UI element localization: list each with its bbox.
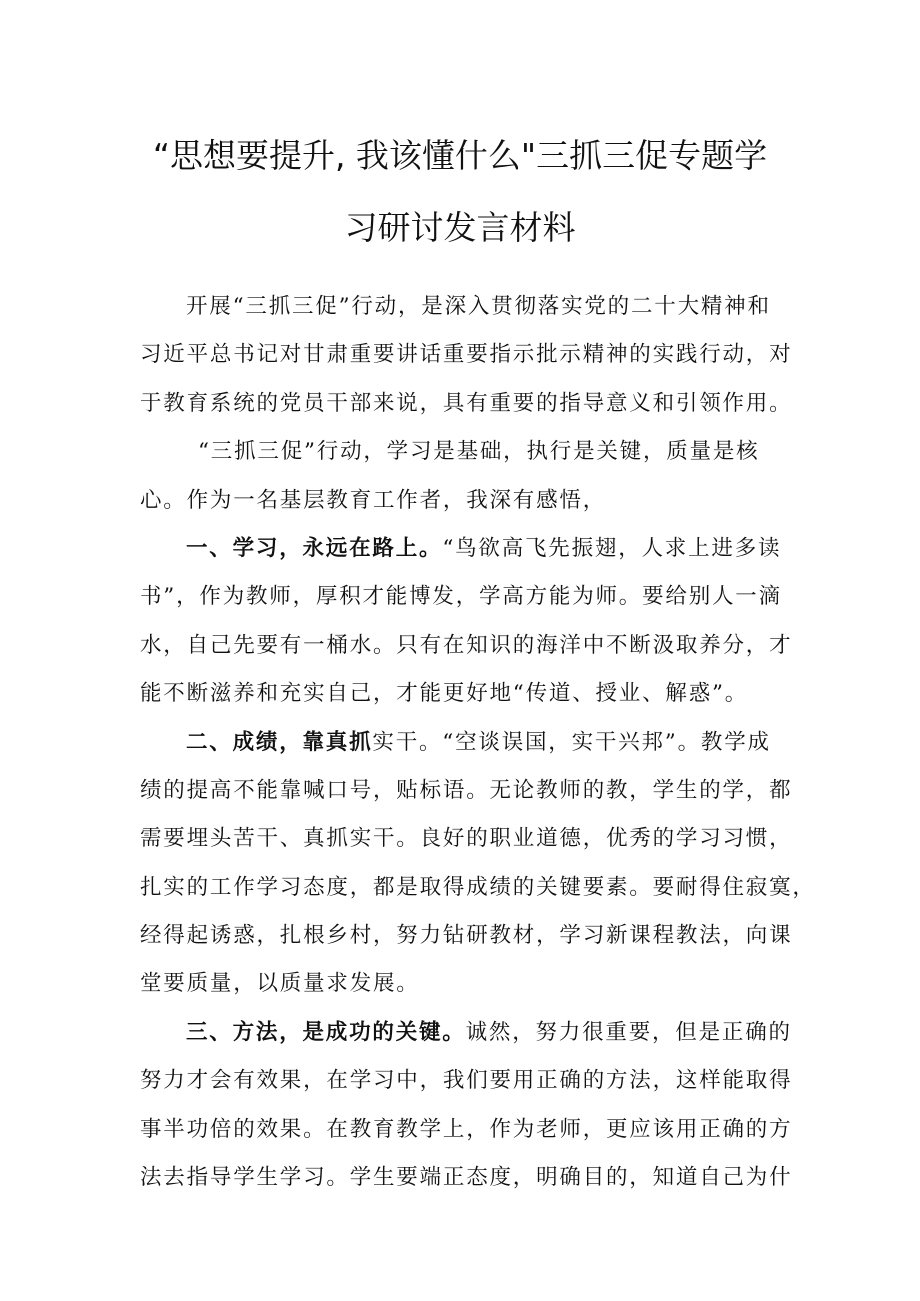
- document-title-line-2: 习研讨发言材料: [344, 208, 576, 247]
- paragraph-first-line: [140, 1009, 800, 1057]
- paragraph-line-rest: “鸟欲高飞先振翅，人求上进多读: [442, 535, 782, 561]
- point-heading: 一、学习，永远在路上。: [186, 535, 443, 561]
- point-heading: 三、方法，是成功的关键。: [186, 1019, 466, 1045]
- paragraph-line-rest: 诚然，努力很重要，但是正确的: [465, 1019, 792, 1045]
- paragraph-point-3: [140, 1009, 800, 1203]
- paragraph-line: 需要埋头苦干、真抓实干。良好的职业道德，优秀的学习习惯，: [140, 826, 793, 852]
- paragraph-line: 事半功倍的效果。在教育教学上，作为老师，更应该用正确的方: [140, 1116, 793, 1142]
- paragraph-line: 于教育系统的党员干部来说，具有重要的指导意义和引领作用。: [140, 390, 793, 416]
- paragraph-first-line: [140, 525, 800, 573]
- document-body: [140, 283, 816, 1202]
- paragraph-line: 堂要质量，以质量求发展。: [140, 971, 420, 997]
- paragraph-summary: [140, 428, 800, 525]
- paragraph-line: 法去指导学生学习。学生要端正态度，明确目的，知道自己为什: [140, 1165, 793, 1191]
- paragraph-line: 扎实的工作学习态度，都是取得成绩的关键要素。要耐得住寂寞，: [140, 874, 816, 900]
- point-heading: 二、成绩，靠真抓: [186, 729, 373, 755]
- paragraph-intro: [140, 283, 800, 428]
- paragraph-line: 能不断滋养和充实自己，才能更好地“传道、授业、解惑”。: [140, 681, 749, 707]
- paragraph-line: 心。作为一名基层教育工作者，我深有感悟，: [140, 487, 607, 513]
- paragraph-line: 书”，作为教师，厚积才能博发，学高方能为师。要给别人一滴: [140, 584, 782, 610]
- paragraph-line: 绩的提高不能靠喊口号，贴标语。无论教师的教，学生的学，都: [140, 777, 793, 803]
- paragraph-line-rest: 实干。“空谈误国，实干兴邦”。教学成: [372, 729, 771, 755]
- paragraph-first-line: [140, 719, 800, 767]
- paragraph-line: 水，自己先要有一桶水。只有在知识的海洋中不断汲取养分，才: [140, 632, 793, 658]
- paragraph-line: 经得起诱惑，扎根乡村，努力钻研教材，学习新课程教法，向课: [140, 923, 793, 949]
- paragraph-point-1: [140, 525, 800, 719]
- paragraph-line: “三抓三促”行动，学习是基础，执行是关键，质量是核: [198, 439, 760, 465]
- paragraph-line: 努力才会有效果，在学习中，我们要用正确的方法，这样能取得: [140, 1068, 793, 1094]
- document-title-line-1: “思想要提升, 我该懂什么"三抓三促专题学: [152, 136, 768, 175]
- paragraph-point-2: [140, 719, 816, 1009]
- paragraph-line: 习近平总书记对甘肃重要讲话重要指示批示精神的实践行动，对: [140, 342, 793, 368]
- paragraph-line: 开展“三抓三促”行动，是深入贯彻落实党的二十大精神和: [186, 294, 771, 319]
